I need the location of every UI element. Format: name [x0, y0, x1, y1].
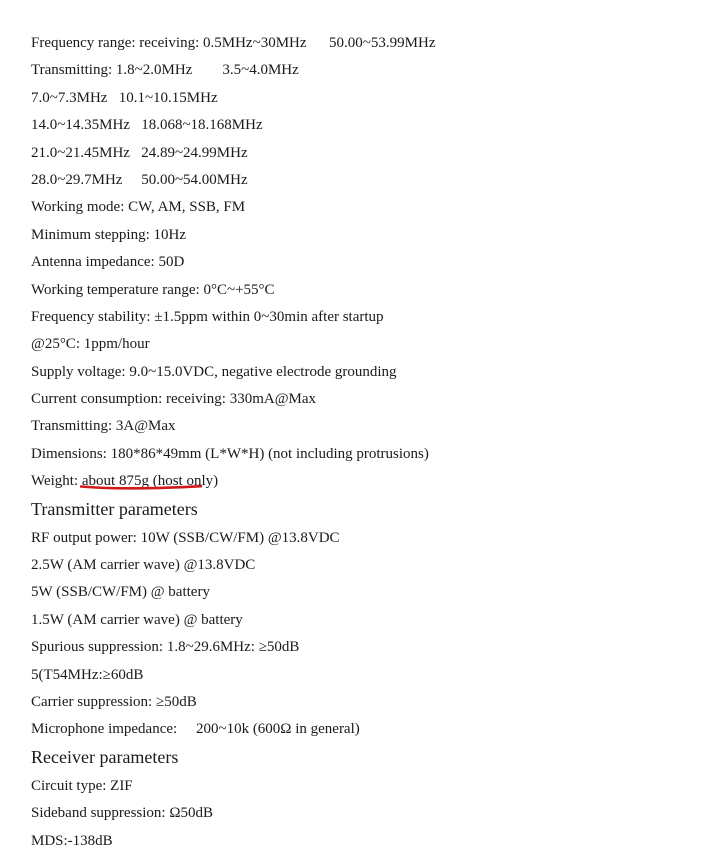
spec-line-transmitting-bands-3: 14.0~14.35MHz 18.068~18.168MHz: [31, 117, 263, 134]
tx-line-microphone-impedance: Microphone impedance: 200~10k (600Ω in general): [31, 721, 360, 738]
spec-line-working-temperature: Working temperature range: 0°C~+55°C: [31, 281, 275, 298]
spec-line-frequency-range: Frequency range: receiving: 0.5MHz~30MHz 50.00~53.99MHz: [31, 35, 436, 51]
spec-line-transmitting-bands-5: 28.0~29.7MHz 50.00~54.00MHz: [31, 171, 248, 188]
tx-line-carrier-suppression: Carrier suppression: ≥50dB: [31, 693, 197, 710]
spec-line-minimum-stepping: Minimum stepping: 10Hz: [31, 226, 186, 243]
tx-line-ssb-power-battery: 5W (SSB/CW/FM) @ battery: [31, 584, 210, 601]
rx-line-circuit-type: Circuit type: ZIF: [31, 777, 133, 794]
spec-line-transmitting-current: Transmitting: 3A@Max: [31, 418, 176, 435]
tx-line-spurious-suppression: Spurious suppression: 1.8~29.6MHz: ≥50dB: [31, 639, 300, 656]
weight-label: Weight:: [31, 473, 82, 490]
weight-value-text: about 875g (host only): [81, 473, 219, 490]
spec-line-frequency-stability: Frequency stability: ±1.5ppm within 0~30min after startup: [31, 308, 384, 325]
spec-line-current-consumption: Current consumption: receiving: 330mA@Max: [31, 391, 317, 408]
spec-line-dimensions: Dimensions: 180*86*49mm (L*W*H) (not including protrusions): [31, 445, 429, 462]
spec-line-transmitting-bands-2: 7.0~7.3MHz 10.1~10.15MHz: [31, 89, 218, 106]
tx-line-rf-output-power: RF output power: 10W (SSB/CW/FM) @13.8VDC: [31, 529, 340, 546]
spec-line-transmitting-bands-1: Transmitting: 1.8~2.0MHz 3.5~4.0MHz: [31, 62, 299, 79]
spec-document: [31, 30, 691, 855]
weight-value: [82, 473, 218, 489]
rx-line-sideband-suppression: Sideband suppression: Ω50dB: [31, 805, 213, 822]
spec-line-antenna-impedance: Antenna impedance: 50D: [31, 254, 185, 271]
spec-line-weight: [31, 468, 691, 495]
section-heading-transmitter: Transmitter parameters: [31, 498, 198, 519]
spec-line-transmitting-bands-4: 21.0~21.45MHz 24.89~24.99MHz: [31, 144, 248, 161]
spec-line-stability-at-25c: @25°C: 1ppm/hour: [31, 336, 150, 353]
rx-line-mds: MDS:-138dB: [31, 832, 113, 849]
tx-line-am-power-battery: 1.5W (AM carrier wave) @ battery: [31, 611, 243, 628]
spec-line-working-mode: Working mode: CW, AM, SSB, FM: [31, 199, 246, 216]
spec-line-supply-voltage: Supply voltage: 9.0~15.0VDC, negative electrode grounding: [31, 363, 397, 380]
tx-line-spurious-54mhz: 5(T54MHz:≥60dB: [31, 666, 144, 683]
tx-line-am-power-13v8: 2.5W (AM carrier wave) @13.8VDC: [31, 557, 256, 574]
section-heading-receiver: Receiver parameters: [31, 746, 179, 767]
